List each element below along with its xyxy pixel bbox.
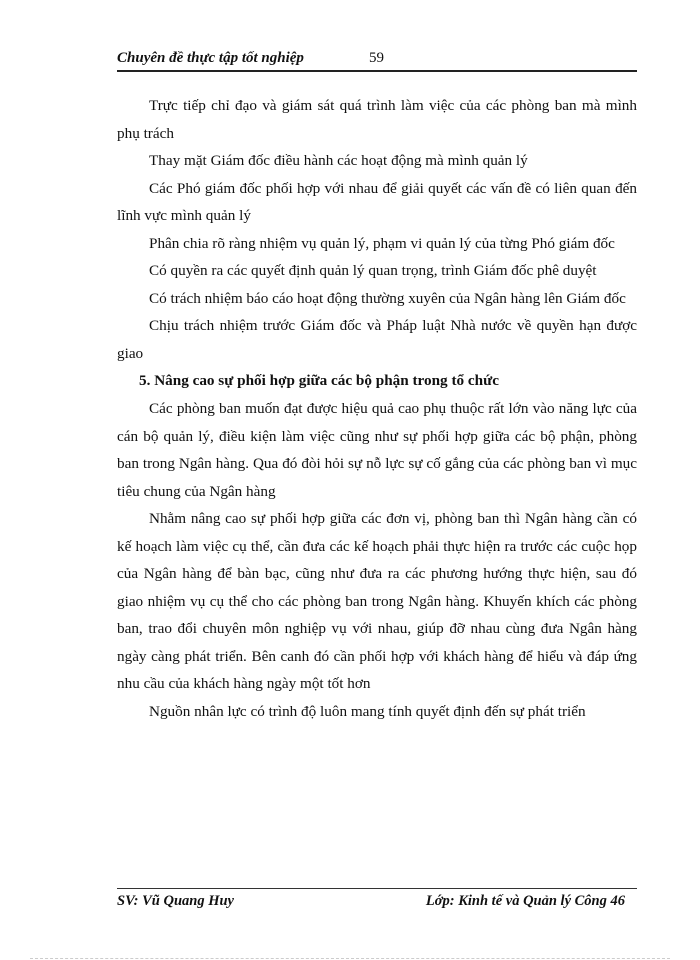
paragraph: Phân chia rõ ràng nhiệm vụ quản lý, phạm vi quản lý của từng Phó giám đốc: [149, 234, 615, 252]
paragraph: Thay mặt Giám đốc điều hành các hoạt động mà mình quản lý: [149, 152, 528, 169]
page-header: [117, 48, 637, 72]
paragraph: Các phòng ban muốn đạt được hiệu quả cao phụ thuộc rất lớn vào năng lực của cán bộ quản lý, điều kiện làm việc cũng như sự phối hợp giữa các bộ phận, phòng ban trong Ngân hàng. Qua đó đòi hỏi sự nỗ lực sự cố gắng của các phòng ban vì mục tiêu chung của Ngân hàng: [117, 400, 637, 500]
footer-divider: [117, 888, 637, 889]
page-footer: [117, 893, 637, 913]
document-title: Chuyên đề thực tập tốt nghiệp: [117, 50, 304, 66]
section-heading: 5. Nâng cao sự phối hợp giữa các bộ phận trong tổ chức: [139, 372, 499, 389]
class-name: Lớp: Kinh tế và Quản lý Công 46: [425, 893, 625, 909]
paragraph: Có trách nhiệm báo cáo hoạt động thường xuyên của Ngân hàng lên Giám đốc: [149, 289, 626, 307]
page-body: [117, 92, 637, 725]
paragraph: Nguồn nhân lực có trình độ luôn mang tính quyết định đến sự phát triển: [149, 702, 586, 720]
student-name: SV: Vũ Quang Huy: [117, 893, 234, 909]
paragraph: Nhằm nâng cao sự phối hợp giữa các đơn vị, phòng ban thì Ngân hàng cần có kế hoạch làm việc cụ thể, cần đưa các kế hoạch phải thực hiện ra trước các cuộc họp của Ngân hàng để bàn bạc, cũng như đưa ra các phương hướng thực hiện, sau đó giao nhiệm vụ cụ thể cho các phòng ban trong Ngân hàng. Khuyến khích các phòng ban, trao đổi chuyên môn nghiệp vụ với nhau, giúp đỡ nhau cùng đưa Ngân hàng ngày càng phát triển. Bên canh đó cần phối hợp với khách hàng để hiểu và đáp ứng nhu cầu của khách hàng ngày một tốt hơn: [117, 510, 637, 692]
paragraph: Chịu trách nhiệm trước Giám đốc và Pháp luật Nhà nước về quyền hạn được giao: [117, 317, 637, 362]
paragraph: Các Phó giám đốc phối hợp với nhau để giải quyết các vấn đề có liên quan đến lĩnh vực mình quản lý: [117, 179, 637, 224]
paragraph: Có quyền ra các quyết định quản lý quan trọng, trình Giám đốc phê duyệt: [149, 262, 597, 279]
page-number: 59: [369, 50, 384, 66]
page-edge-divider: [30, 958, 670, 959]
paragraph: Trực tiếp chỉ đạo và giám sát quá trình làm việc của các phòng ban mà mình phụ trách: [117, 97, 637, 142]
